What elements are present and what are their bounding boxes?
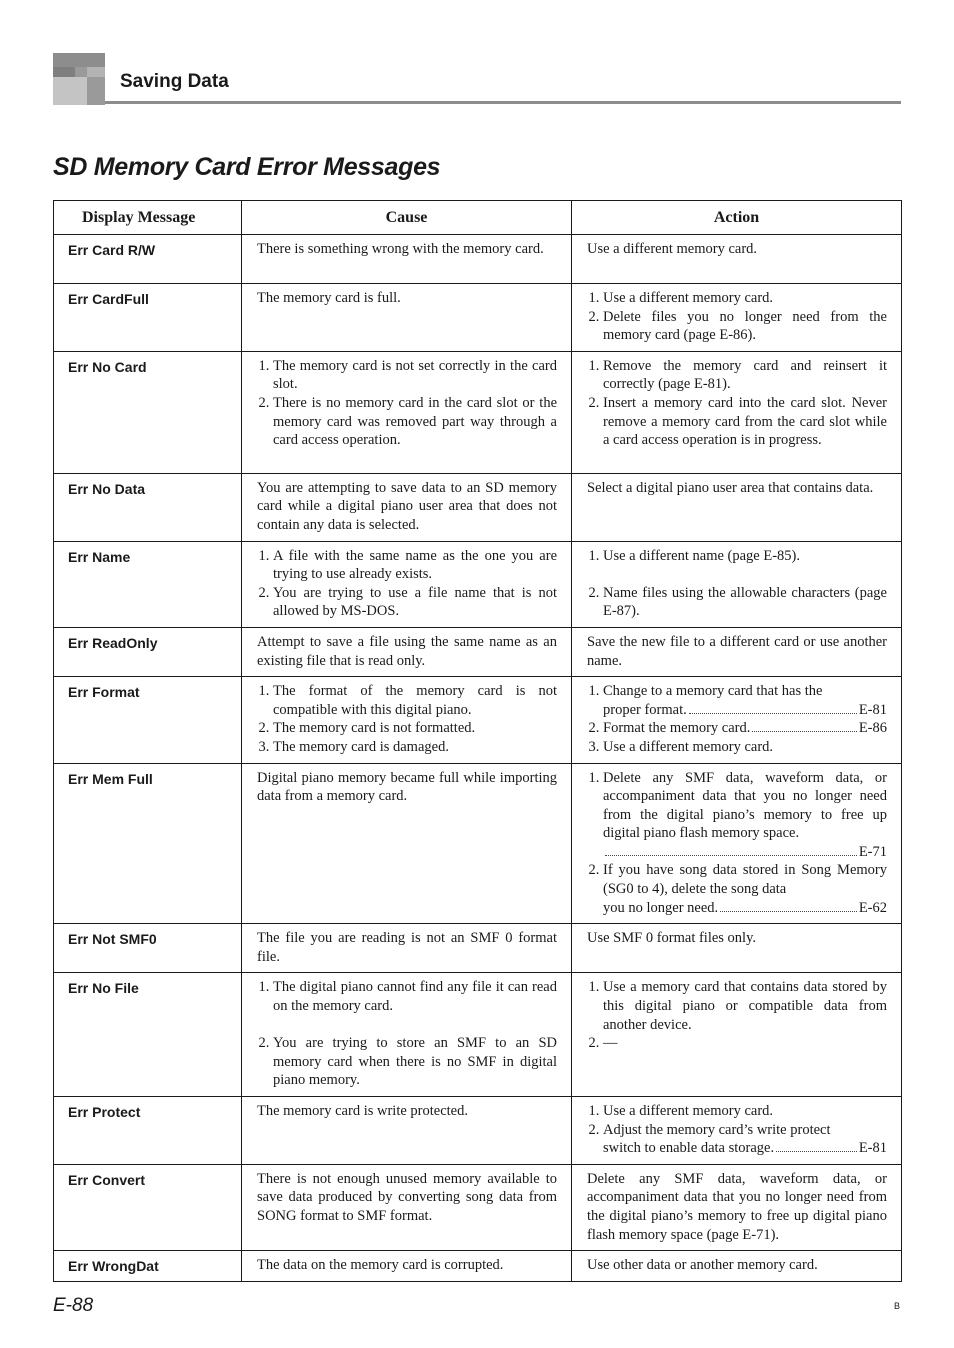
list-item: 2. — (603, 1034, 887, 1053)
list-item: 1. Change to a memory card that has the proper format. E-81 (603, 682, 887, 719)
table-row (54, 627, 902, 676)
list-item: 2. Adjust the memory card’s write protect switch to enable data storage. E-81 (603, 1121, 887, 1158)
list-item: 2. Insert a memory card into the card slot. Never remove a memory card from the card slot while a card access operation is in progress. (603, 394, 887, 450)
page-ref: E-62 (858, 899, 887, 916)
action-cell (572, 351, 902, 473)
list-item: 1. Use a memory card that contains data stored by this digital piano or compatible data from another device. (603, 978, 887, 1034)
display-message: Err Mem Full (54, 763, 242, 924)
display-message: Err CardFull (54, 284, 242, 352)
cause-cell: You are attempting to save data to an SD memory card while a digital piano user area that does not contain any data is selected. (242, 473, 572, 541)
cause-cell: The file you are reading is not an SMF 0 format file. (242, 924, 572, 973)
page-ref: E-71 (858, 843, 887, 860)
table-row (54, 924, 902, 973)
list-item: 1. Use a different memory card. (603, 1102, 887, 1121)
table-header-row (54, 201, 902, 235)
list-item: 1. The digital piano cannot find any file it can read on the memory card. (273, 978, 557, 1034)
list-item: 2. You are trying to store an SMF to an SD memory card when there is no SMF in digital piano memory. (273, 1034, 557, 1090)
header-graphic (53, 53, 105, 105)
display-message: Err No Data (54, 473, 242, 541)
cause-cell: There is something wrong with the memory card. (242, 235, 572, 284)
display-message: Err Not SMF0 (54, 924, 242, 973)
table-row (54, 541, 902, 627)
list-item: 2. Name files using the allowable characters (page E-87). (603, 584, 887, 621)
action-cell (572, 284, 902, 352)
table-row (54, 284, 902, 352)
column-header-action: Action (572, 201, 902, 235)
action-cell: Delete any SMF data, waveform data, or accompaniment data that you no longer need from the digital piano’s memory to free up digital piano flash memory space (page E-71). (572, 1164, 902, 1250)
cause-cell: Attempt to save a file using the same name as an existing file that is read only. (242, 627, 572, 676)
list-item: 1. Delete any SMF data, waveform data, or accompaniment data that you no longer need from the digital piano’s memory to free up digital piano flash memory space. E-71 (603, 769, 887, 862)
page-number: E-88 (53, 1295, 94, 1316)
cause-cell (242, 973, 572, 1097)
display-message: Err Format (54, 677, 242, 763)
action-cell: Use SMF 0 format files only. (572, 924, 902, 973)
display-message: Err Protect (54, 1097, 242, 1165)
list-item: 1. The memory card is not set correctly in the card slot. (273, 357, 557, 394)
error-table (53, 200, 902, 1282)
display-message: Err Convert (54, 1164, 242, 1250)
action-cell: Use a different memory card. (572, 235, 902, 284)
table-row (54, 1164, 902, 1250)
page-title: SD Memory Card Error Messages (53, 153, 441, 181)
display-message: Err No File (54, 973, 242, 1097)
list-item: 1. The format of the memory card is not compatible with this digital piano. (273, 682, 557, 719)
cause-cell: Digital piano memory became full while importing data from a memory card. (242, 763, 572, 924)
action-cell (572, 1097, 902, 1165)
display-message: Err Card R/W (54, 235, 242, 284)
list-item: 2. Delete files you no longer need from the memory card (page E-86). (603, 308, 887, 345)
table-row (54, 677, 902, 763)
table-row (54, 763, 902, 924)
page-ref: E-81 (858, 1140, 887, 1157)
action-cell (572, 677, 902, 763)
table-row (54, 351, 902, 473)
action-cell: Select a digital piano user area that contains data. (572, 473, 902, 541)
cause-cell (242, 541, 572, 627)
display-message: Err ReadOnly (54, 627, 242, 676)
list-item: 2. The memory card is not formatted. (273, 719, 557, 738)
list-item: 1. Use a different memory card. (603, 289, 887, 308)
list-item: 3. The memory card is damaged. (273, 738, 557, 757)
table-row (54, 1097, 902, 1165)
list-item: 2. You are trying to use a file name that is not allowed by MS-DOS. (273, 584, 557, 621)
cause-cell: The memory card is full. (242, 284, 572, 352)
section-title: Saving Data (120, 71, 229, 92)
list-item: 3. Use a different memory card. (603, 738, 887, 757)
table-row (54, 1251, 902, 1282)
list-item: 2. There is no memory card in the card slot or the memory card was removed part way through a card access operation. (273, 394, 557, 450)
action-cell (572, 973, 902, 1097)
cause-cell (242, 677, 572, 763)
page-ref: E-86 (858, 720, 887, 737)
list-item: 1. A file with the same name as the one you are trying to use already exists. (273, 547, 557, 584)
header-rule (105, 101, 901, 104)
cause-cell (242, 351, 572, 473)
column-header-cause: Cause (242, 201, 572, 235)
cause-cell: The memory card is write protected. (242, 1097, 572, 1165)
display-message: Err WrongDat (54, 1251, 242, 1282)
action-cell: Use other data or another memory card. (572, 1251, 902, 1282)
list-item: 1. Use a different name (page E-85). (603, 547, 887, 584)
table-row (54, 235, 902, 284)
display-message: Err Name (54, 541, 242, 627)
action-cell (572, 541, 902, 627)
table-row (54, 973, 902, 1097)
list-item: 2. If you have song data stored in Song Memory (SG0 to 4), delete the song data you no longer need. E-62 (603, 861, 887, 917)
cause-cell: The data on the memory card is corrupted. (242, 1251, 572, 1282)
page-ref: E-81 (858, 701, 887, 718)
action-cell: Save the new file to a different card or use another name. (572, 627, 902, 676)
display-message: Err No Card (54, 351, 242, 473)
action-cell (572, 763, 902, 924)
table-row (54, 473, 902, 541)
column-header-display-message: Display Message (54, 201, 242, 235)
cause-cell: There is not enough unused memory available to save data produced by converting song data from SONG format to SMF format. (242, 1164, 572, 1250)
corner-mark: B (894, 1301, 901, 1311)
list-item: 2. Format the memory card. E-86 (603, 719, 887, 738)
list-item: 1. Remove the memory card and reinsert it correctly (page E-81). (603, 357, 887, 394)
